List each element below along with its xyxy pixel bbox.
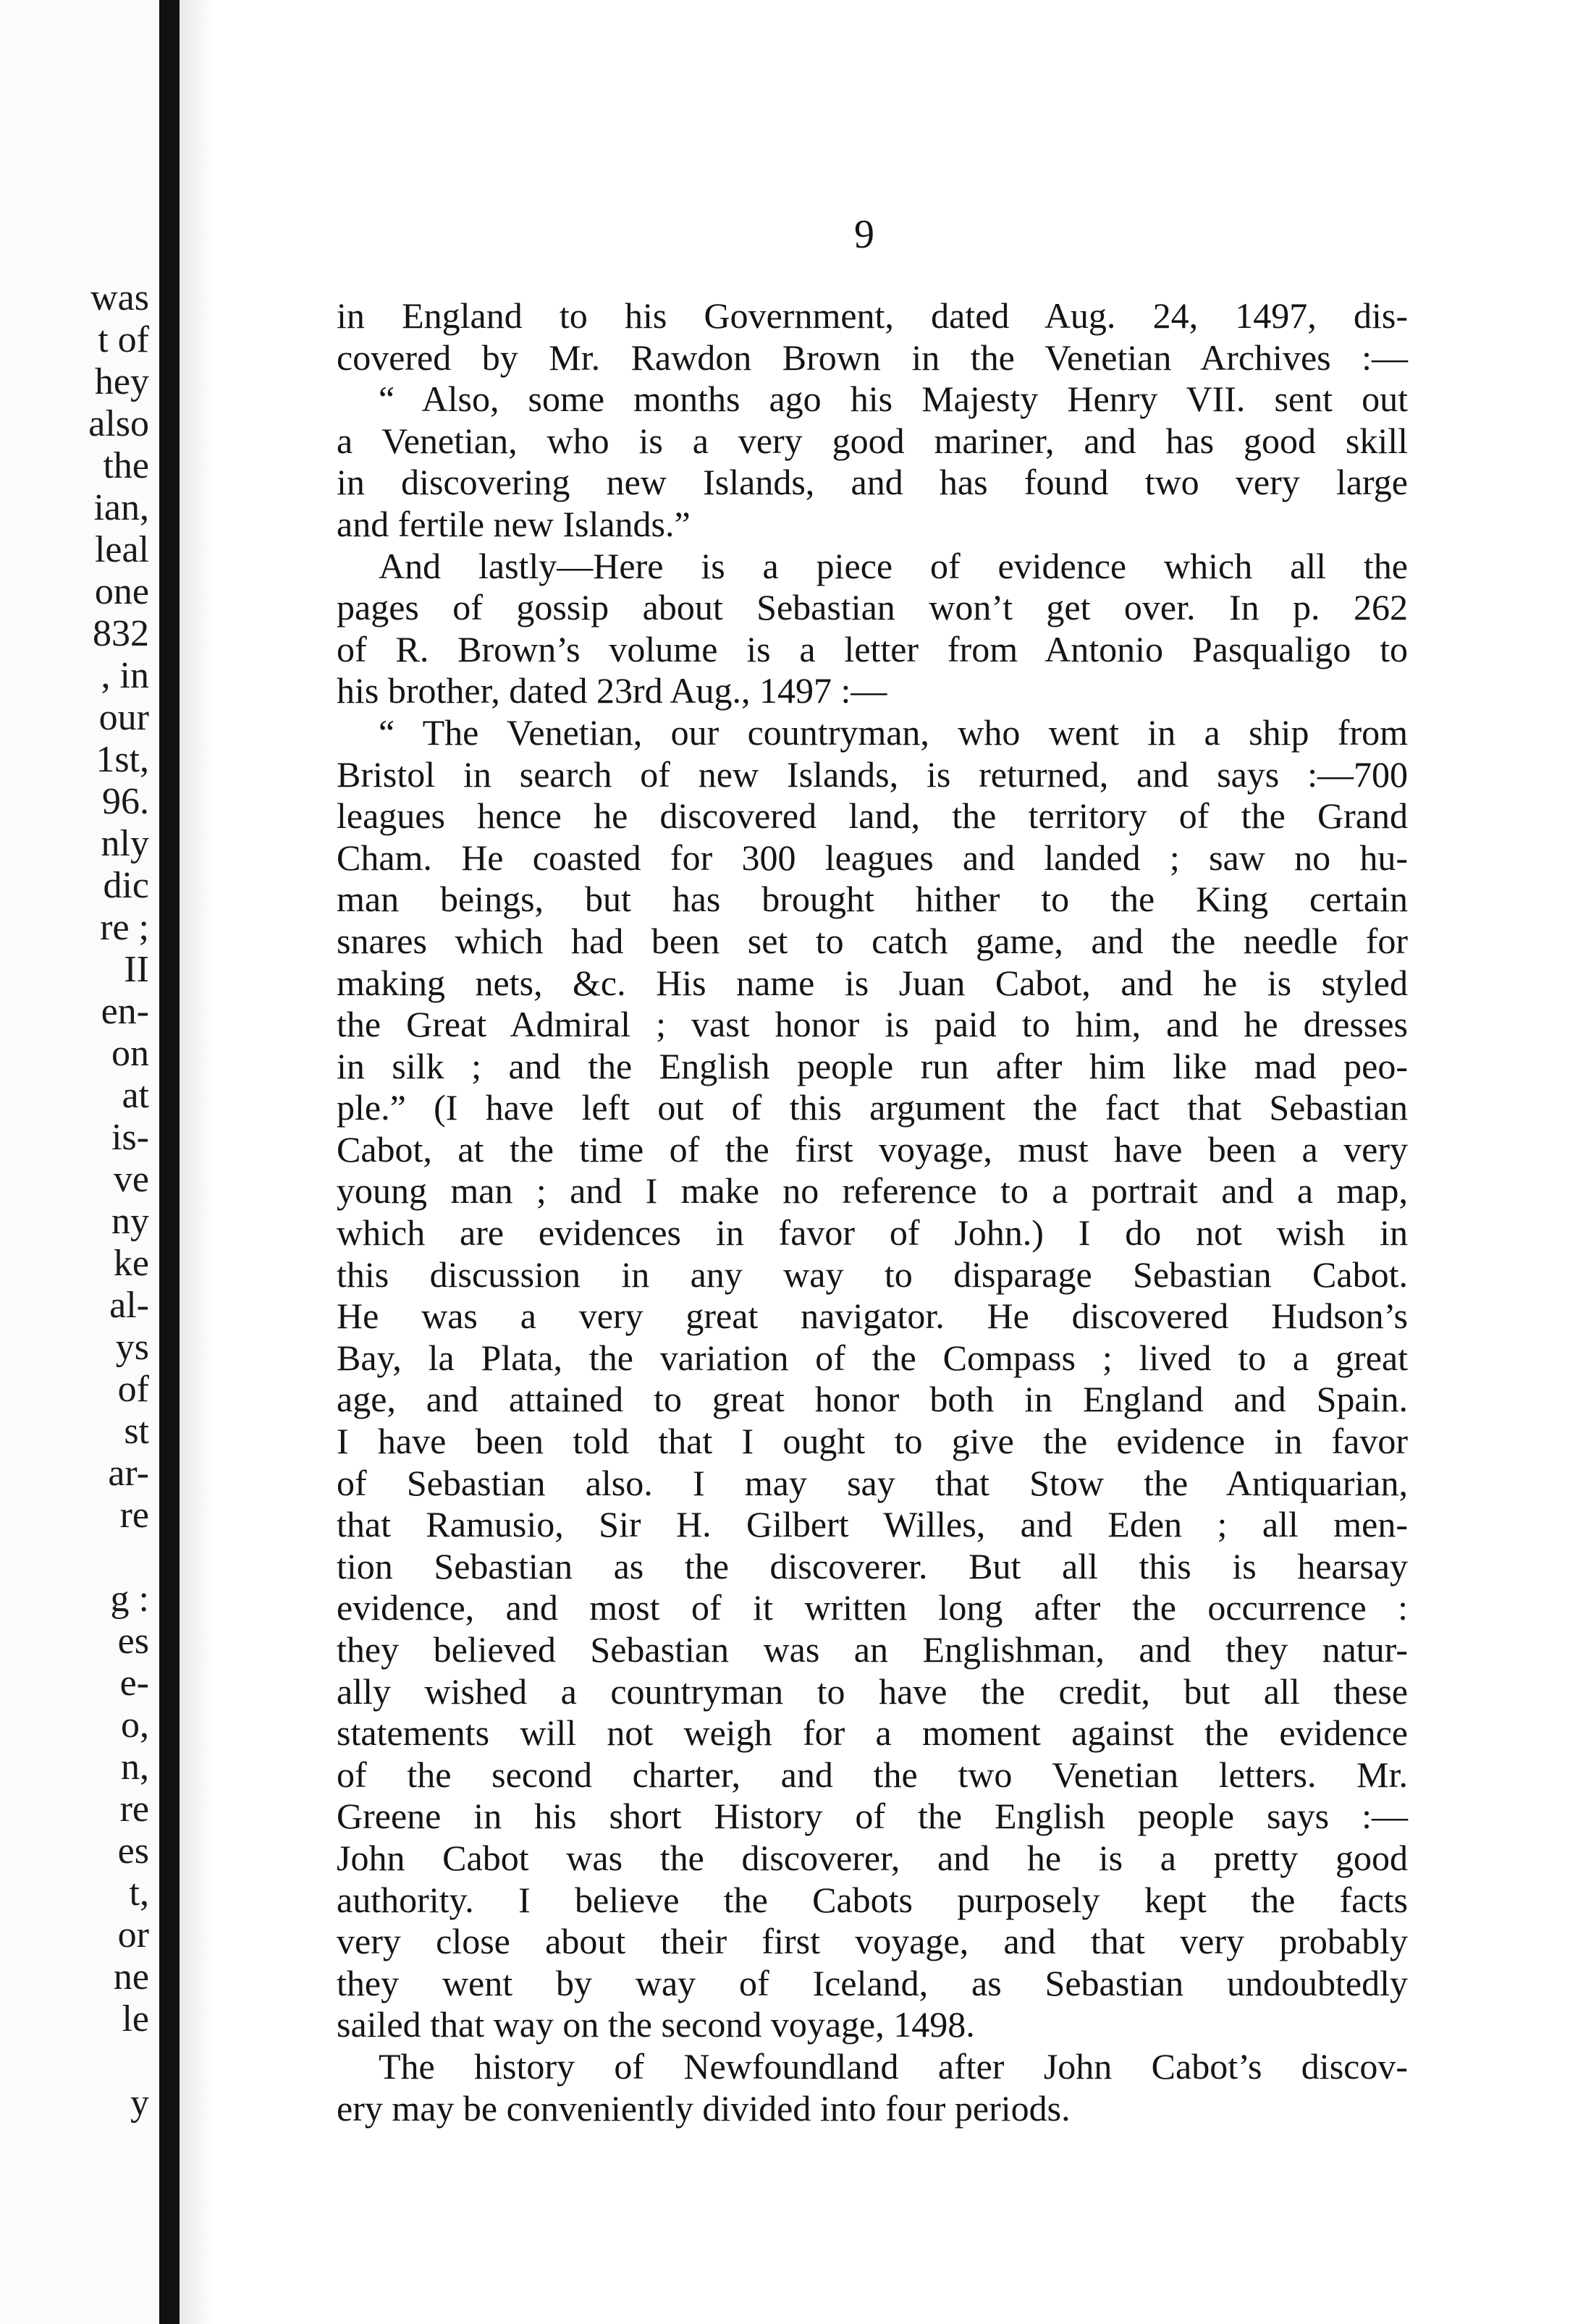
text-line: He was a very great navigator. He discovered Hudson’s [337, 1296, 1408, 1337]
page-fragment: ny [111, 1201, 149, 1242]
page-fragment: g : [110, 1579, 149, 1620]
page-fragment: was [90, 277, 149, 318]
page-fragment: 96. [102, 781, 149, 822]
text-line: his brother, dated 23rd Aug., 1497 :— [337, 670, 887, 711]
page-gutter [180, 0, 214, 2324]
page-fragment: hey [94, 361, 149, 402]
page-fragment: y [130, 2082, 149, 2124]
text-line: covered by Mr. Rawdon Brown in the Venetian Archives :— [337, 337, 1408, 378]
page-fragment: 1st, [96, 739, 149, 780]
text-line: sailed that way on the second voyage, 1498. [337, 2004, 975, 2045]
page-fragment: , in [101, 655, 149, 696]
text-line: making nets, &c. His name is Juan Cabot, and he is styled [337, 962, 1408, 1003]
page-fragment: st [124, 1411, 149, 1452]
page-fragment: n, [121, 1746, 149, 1788]
page-fragment: le [122, 1998, 149, 2040]
text-line: pages of gossip about Sebastian won’t get over. In p. 262 [337, 587, 1408, 628]
page-fragment: al- [109, 1285, 149, 1326]
text-line: ally wished a countryman to have the credit, but all these [337, 1670, 1408, 1712]
text-line: authority. I believe the Cabots purposely kept the facts [337, 1879, 1408, 1920]
text-line: tion Sebastian as the discoverer. But all this is hearsay [337, 1545, 1408, 1586]
body-text [337, 295, 1408, 2129]
text-line: Cabot, at the time of the first voyage, must have been a very [337, 1128, 1408, 1170]
page-fragment: o, [121, 1704, 149, 1746]
text-line: very close about their first voyage, and that very probably [337, 1921, 1408, 1962]
page-fragment: at [122, 1075, 149, 1116]
page-fragment: ian, [93, 487, 149, 528]
text-line: ery may be conveniently divided into four periods. [337, 2087, 1071, 2129]
page-fragment: leal [94, 529, 149, 570]
text-line: And lastly—Here is a piece of evidence which all the [379, 545, 1408, 586]
page-fragment: es [117, 1830, 149, 1872]
page-fragment: 832 [93, 613, 149, 654]
text-line: I have been told that I ought to give the evidence in favor [337, 1421, 1408, 1462]
page-fragment: of [117, 1369, 149, 1410]
page-fragment: our [98, 697, 149, 738]
text-line: and fertile new Islands.” [337, 503, 691, 544]
page-fragment: re ; [100, 907, 149, 948]
text-line: in silk ; and the English people run after him like mad peo- [337, 1045, 1408, 1086]
text-line: The history of Newfoundland after John Cabot’s discov- [379, 2045, 1408, 2087]
text-line: statements will not weigh for a moment against the evidence [337, 1712, 1408, 1754]
page-fragment: re [119, 1495, 149, 1536]
page-fragment: ke [113, 1243, 149, 1284]
text-line: evidence, and most of it written long after the occurrence : [337, 1587, 1408, 1628]
text-line: of Sebastian also. I may say that Stow the Antiquarian, [337, 1462, 1408, 1503]
text-line: they went by way of Iceland, as Sebastian undoubtedly [337, 1962, 1408, 2003]
text-line: Greene in his short History of the English people says :— [337, 1796, 1408, 1837]
page-fragment: II [124, 949, 149, 990]
page-fragment: ve [113, 1159, 149, 1200]
text-line: which are evidences in favor of John.) I do not wish in [337, 1212, 1408, 1254]
page-fragment: ne [113, 1956, 149, 1998]
page-fragment: ys [115, 1327, 149, 1368]
previous-page-strip [0, 0, 159, 2324]
text-line: this discussion in any way to disparage Sebastian Cabot. [337, 1254, 1408, 1295]
text-line: in England to his Government, dated Aug. 24, 1497, dis- [337, 295, 1408, 336]
text-line: young man ; and I make no reference to a portrait and a map, [337, 1170, 1408, 1212]
page-fragment: es [117, 1621, 149, 1662]
page-fragment: is- [111, 1117, 149, 1158]
text-line: ple.” (I have left out of this argument the fact that Sebastian [337, 1087, 1408, 1128]
text-line: “ Also, some months ago his Majesty Henry VII. sent out [379, 379, 1408, 420]
page-fragment: one [94, 571, 149, 612]
page-fragment: nly [101, 823, 149, 864]
book-binding [159, 0, 180, 2324]
text-line: the Great Admiral ; vast honor is paid to him, and he dresses [337, 1004, 1408, 1045]
text-line: they believed Sebastian was an Englishman, and they natur- [337, 1629, 1408, 1670]
text-line: in discovering new Islands, and has found two very large [337, 462, 1408, 503]
text-line: of the second charter, and the two Venetian letters. Mr. [337, 1754, 1408, 1795]
text-line: snares which had been set to catch game, and the needle for [337, 920, 1408, 961]
page-fragment: the [103, 445, 149, 486]
page-number: 9 [854, 212, 874, 257]
page-fragment: t, [129, 1872, 149, 1914]
page-fragment: dic [103, 865, 149, 906]
text-line: age, and attained to great honor both in England and Spain. [337, 1379, 1408, 1420]
text-line: of R. Brown’s volume is a letter from Antonio Pasqualigo to [337, 628, 1408, 669]
page-fragment: on [111, 1033, 149, 1074]
text-line: John Cabot was the discoverer, and he is a pretty good [337, 1837, 1408, 1878]
page-fragment: ar- [108, 1453, 149, 1494]
page-fragment: or [117, 1914, 149, 1956]
page-fragment: en- [101, 991, 149, 1032]
text-line: leagues hence he discovered land, the territory of the Grand [337, 795, 1408, 837]
text-line: man beings, but has brought hither to the King certain [337, 879, 1408, 920]
page-fragment: re [119, 1788, 149, 1830]
text-line: a Venetian, who is a very good mariner, and has good skill [337, 420, 1408, 461]
text-line: Bay, la Plata, the variation of the Compass ; lived to a great [337, 1337, 1408, 1378]
page-fragment: t of [98, 319, 149, 360]
page-fragment: e- [119, 1662, 149, 1704]
page-fragment: also [88, 403, 149, 444]
text-line: Bristol in search of new Islands, is returned, and says :—700 [337, 753, 1408, 795]
text-line: “ The Venetian, our countryman, who went in a ship from [379, 711, 1408, 753]
text-line: that Ramusio, Sir H. Gilbert Willes, and Eden ; all men- [337, 1504, 1408, 1545]
text-line: Cham. He coasted for 300 leagues and landed ; saw no hu- [337, 837, 1408, 878]
